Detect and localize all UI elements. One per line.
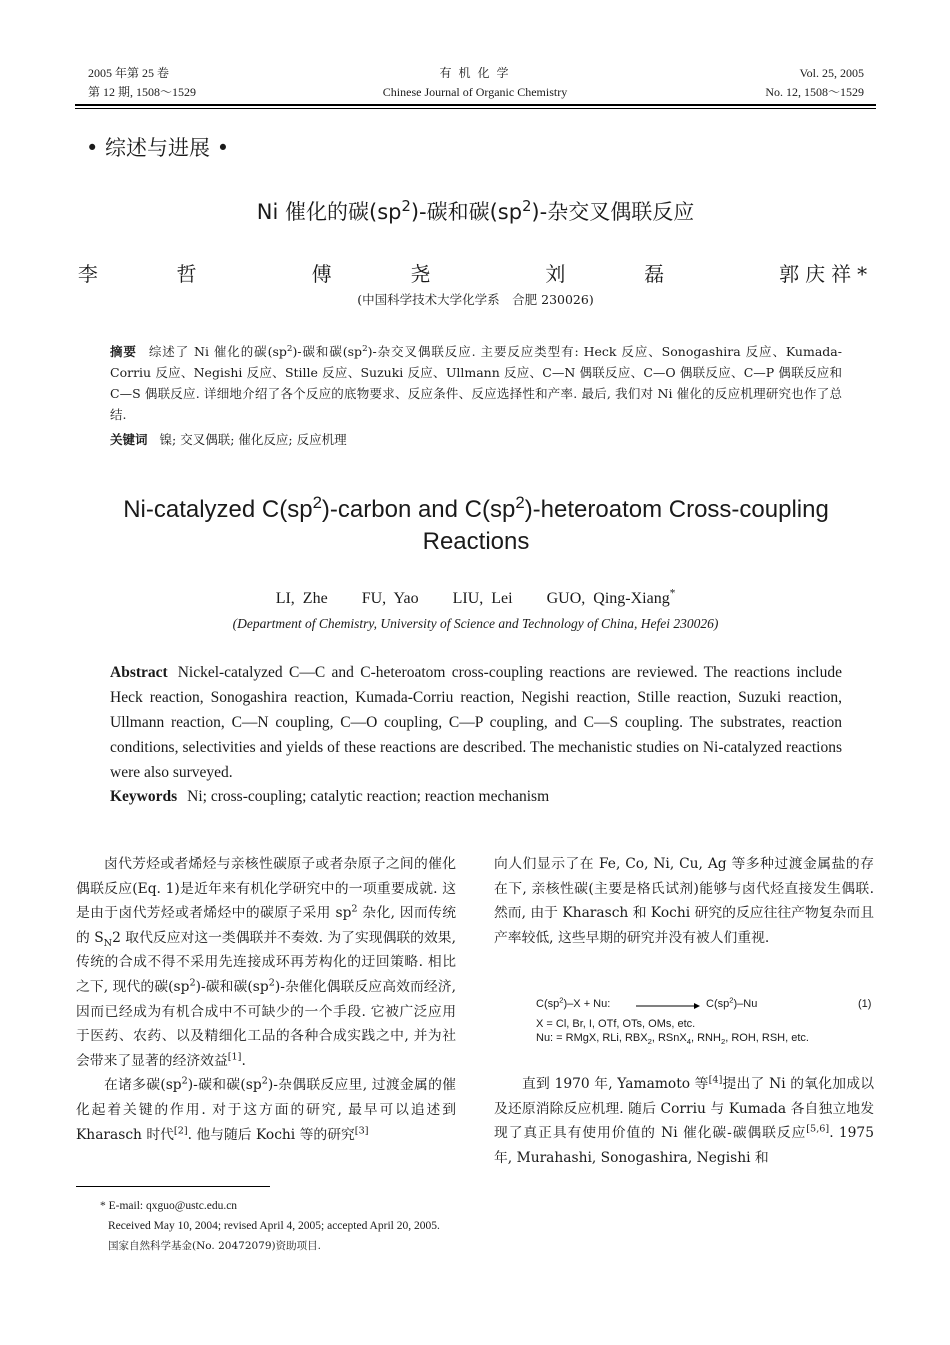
body-paragraph: 向人们显示了在 Fe, Co, Ni, Cu, Ag 等多种过渡金属盐的存在下, 亲核性碳(主要是格氏试剂)能够与卤代烃直接发生偶联. 然而, 由于 Kharasch 和 Kochi 研究的反应往往产物复杂而且产率较低, 这些早期的研究并没有被人们重视.	[494, 856, 874, 946]
subscript: 4	[686, 1037, 691, 1047]
equation-x-definition: X = Cl, Br, I, OTf, OTs, OMs, etc.	[536, 1018, 696, 1030]
citation-ref[interactable]: [2]	[173, 1124, 188, 1136]
text-run: C(sp	[706, 998, 730, 1010]
text-run: )-杂催化偶联反应高效而经济, 因而已经成为有机合成中不可缺少的一个手段. 它被广泛应用于医药、农药、以及精细化工品的各种合成实践之中, 并为社会带来了显著的经济效益	[76, 978, 457, 1069]
body-paragraph	[76, 1073, 456, 1147]
reaction-arrow-icon	[636, 1001, 700, 1011]
title-cn-part2: )-碳和碳(sp	[410, 200, 523, 224]
text-run: C(sp	[536, 998, 560, 1010]
keywords-cn-label: 关键词	[110, 432, 148, 447]
superscript: 2	[261, 1075, 268, 1087]
header-volume-cn: 2005 年第 25 卷	[88, 66, 170, 80]
text-run: Nu: = RMgX, RLi, RBX	[536, 1032, 648, 1044]
footnote-email: * E-mail: qxguo@ustc.edu.cn	[100, 1200, 238, 1212]
text-run: 2 取代反应对这一类偶联并不奏效. 为了实现偶联的效果, 传统的合成不得不采用先连接成环再芳构化的迂回策略. 相比之下, 现代的碳(sp	[76, 929, 456, 995]
superscript: 2	[351, 903, 358, 915]
keywords-cn-text: 镍; 交叉偶联; 催化反应; 反应机理	[159, 432, 347, 447]
header-right	[765, 64, 864, 102]
subscript: 2	[720, 1037, 726, 1047]
header-issue-cn: 第 12 期, 1508～1529	[88, 85, 197, 99]
author-fu: FU, Yao	[361, 590, 419, 607]
keywords-en-text: Ni; cross-coupling; catalytic reaction; reaction mechanism	[187, 788, 550, 805]
body-paragraph	[76, 852, 456, 1073]
header-volume-en: Vol. 25, 2005	[799, 66, 864, 80]
text-run: )-碳和碳(sp	[195, 978, 269, 995]
text-run: )–X + Nu:	[563, 998, 611, 1010]
citation-ref[interactable]: [1]	[227, 1051, 242, 1063]
journal-name-en: Chinese Journal of Organic Chemistry	[382, 85, 568, 99]
text-run: 直到 1970 年, Yamamoto 等	[522, 1076, 709, 1092]
header-rule-thin	[75, 108, 876, 109]
title-en-part3: )-heteroatom Cross-coupling Reactions	[422, 496, 829, 555]
citation-ref[interactable]: [4]	[708, 1074, 723, 1086]
title-en-part1: Ni-catalyzed C(sp	[123, 496, 313, 523]
text-run: , ROH, RSH, etc.	[725, 1032, 809, 1044]
citation-ref[interactable]: [3]	[354, 1124, 369, 1136]
header-issue-en: No. 12, 1508～1529	[765, 85, 864, 99]
footnote-dates: Received May 10, 2004; revised April 4, 2005; accepted April 20, 2005.	[108, 1220, 440, 1232]
text-run: )-杂偶联反应里, 过渡金属的催化起着关键的作用. 对于这方面的研究, 最早可以追述到 Kharasch 时代	[76, 1077, 456, 1143]
text-run: , RSnX	[651, 1032, 687, 1044]
title-cn-sup2: 2	[522, 198, 532, 215]
keywords-en	[110, 784, 842, 809]
text-run: .	[241, 1052, 246, 1069]
equation-number: (1)	[858, 998, 872, 1010]
abstract-cn-sup2: 2	[362, 343, 368, 354]
text-run: . 1975 年, Murahashi, Sonogashira, Negishi 和	[494, 1125, 874, 1166]
title-cn-part1: Ni 催化的碳(sp	[256, 200, 402, 224]
equation-rhs	[706, 995, 758, 1010]
text-run: 在诸多碳(sp	[104, 1077, 182, 1094]
body-column-right-cont	[494, 1072, 874, 1170]
title-en	[110, 494, 842, 558]
citation-ref[interactable]: [5,6]	[806, 1123, 830, 1135]
abstract-cn-text1: 综述了 Ni 催化的碳(sp	[148, 344, 287, 359]
title-cn-sup1: 2	[401, 198, 411, 215]
header-center	[300, 64, 650, 102]
corresponding-star: *	[669, 587, 676, 600]
section-label: • 综述与进展 •	[86, 136, 230, 160]
text-run: . 他与随后 Kochi 等的研究	[187, 1126, 355, 1143]
authors-en	[75, 587, 876, 608]
keywords-en-label: Keywords	[110, 788, 178, 805]
abstract-en	[110, 660, 842, 785]
subscript: N	[103, 937, 113, 949]
equation-lhs	[536, 995, 611, 1010]
abstract-en-label: Abstract	[110, 664, 168, 681]
superscript: 2	[559, 995, 564, 1005]
abstract-cn-label: 摘要	[110, 344, 137, 359]
title-en-sup2: 2	[515, 493, 525, 512]
authors-cn: 李 哲 傅 尧 刘 磊 郭庆祥*	[77, 262, 874, 286]
equation-1	[536, 995, 876, 1050]
subscript: 2	[647, 1037, 652, 1047]
superscript: 2	[189, 977, 196, 989]
journal-name-cn: 有 机 化 学	[439, 66, 511, 80]
body-paragraph	[494, 1072, 874, 1170]
superscript: 2	[181, 1075, 188, 1087]
body-column-right	[494, 852, 874, 950]
author-liu: LIU, Lei	[452, 590, 513, 607]
title-cn-part3: )-杂交叉偶联反应	[531, 200, 695, 224]
header-left	[88, 64, 196, 102]
abstract-en-text: Nickel-catalyzed C—C and C-heteroatom cross-coupling reactions are reviewed. The reactions include Heck reaction, Sonogashira reaction, Kumada-Corriu reaction, Negishi reaction, Stille reaction, Suzuki reaction, Ullmann reaction, C—N coupling, C—O coupling, C—P coupling, and C—S coupling. The substrates, reaction conditions, selectivities and yields of these reactions are described. The mechanistic studies on Ni-catalyzed reactions were also surveyed.	[110, 664, 842, 781]
affiliation-en: (Department of Chemistry, University of Science and Technology of China, Hefei 230026)	[232, 616, 719, 631]
body-column-left	[76, 852, 456, 1147]
footnote-funding: 国家自然科学基金(No. 20472079)资助项目.	[108, 1240, 321, 1252]
header-rule-thick	[75, 104, 876, 106]
affiliation-cn: (中国科学技术大学化学系 合肥 230026)	[357, 292, 594, 307]
author-li: LI, Zhe	[275, 590, 328, 607]
footnote-rule	[76, 1186, 270, 1187]
author-guo: GUO, Qing-Xiang	[546, 590, 670, 607]
title-en-sup1: 2	[312, 493, 322, 512]
equation-nu-definition	[536, 1032, 809, 1047]
text-run: 提出了 Ni 的氧化加成以及还原消除反应机理. 随后 Corriu 与 Kumada 各自独立地发现了真正具有使用价值的 Ni 催化碳-碳偶联反应	[494, 1076, 874, 1142]
superscript: 2	[268, 977, 275, 989]
title-cn	[75, 196, 876, 226]
keywords-cn	[110, 429, 842, 450]
text-run: 卤代芳烃或者烯烃与亲核性碳原子或者杂原子之间的催化偶联反应(Eq. 1)是近年来有机化学研究中的一项重要成就. 这是由于卤代芳烃或者烯烃中的碳原子采用 sp	[76, 856, 456, 922]
title-en-part2: )-carbon and C(sp	[321, 496, 516, 523]
text-run: 杂化, 因而传统的 S	[76, 905, 456, 946]
abstract-cn-text3: )-杂交叉偶联反应. 主要反应类型有: Heck 反应、Sonogashira 反应、Kumada-Corriu 反应、Negishi 反应、Stille 反应、Suzuki 反应、Ullmann 反应、C—N 偶联反应、C—O 偶联反应、C—P 偶联反应和 C—S 偶联反应. 详细地介绍了各个反应的底物要求、反应条件、反应选择性和产率. 最后, 我们对 Ni 催化的反应机理研究也作了总结.	[110, 344, 842, 422]
abstract-cn	[110, 341, 842, 425]
abstract-cn-sup1: 2	[286, 343, 293, 354]
superscript: 2	[729, 995, 734, 1005]
text-run: )-碳和碳(sp	[187, 1077, 262, 1094]
abstract-cn-text2: )-碳和碳(sp	[292, 344, 363, 359]
text-run: , RNH	[691, 1032, 721, 1044]
text-run: )–Nu	[733, 998, 758, 1010]
footnote	[100, 1196, 480, 1256]
